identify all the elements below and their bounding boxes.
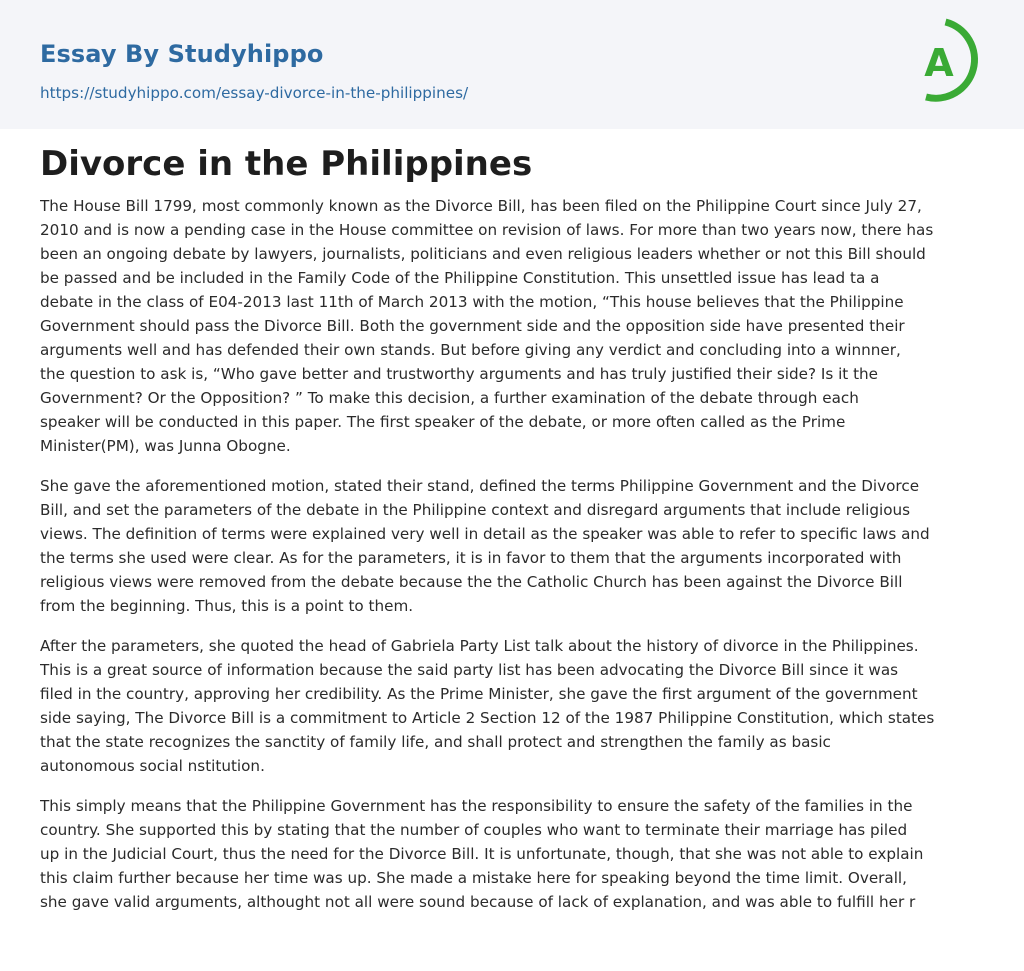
paragraph-line: This simply means that the Philippine Government has the responsibility to ensure the safety of the families in the [40, 797, 913, 815]
paragraph-line: country. She supported this by stating that the number of couples who want to terminate their marriage has piled [40, 821, 908, 839]
paragraph-line: that the state recognizes the sanctity of family life, and shall protect and strengthen the family as basic [40, 733, 831, 751]
paragraph-line: speaker will be conducted in this paper. The first speaker of the debate, or more often called as the Prime [40, 413, 846, 431]
paragraph-line: The House Bill 1799, most commonly known as the Divorce Bill, has been filed on the Philippine Court since July 27, [40, 197, 922, 215]
paragraph-line: She gave the aforementioned motion, stated their stand, defined the terms Philippine Government and the Divorce [40, 477, 920, 495]
paragraph-line: the terms she used were clear. As for the parameters, it is in favor to them that the arguments incorporated with [40, 549, 902, 567]
essay-title: Divorce in the Philippines [40, 144, 533, 184]
paragraph-line: filed in the country, approving her credibility. As the Prime Minister, she gave the first argument of the government [40, 685, 918, 703]
paragraph-line: Bill, and set the parameters of the debate in the Philippine context and disregard arguments that include religious [40, 501, 911, 519]
essay-paragraph [40, 474, 986, 618]
paragraph-line: side saying, The Divorce Bill is a commitment to Article 2 Section 12 of the 1987 Philippine Constitution, which states [40, 709, 935, 727]
paragraph-line: be passed and be included in the Family Code of the Philippine Constitution. This unsettled issue has lead ta a [40, 269, 880, 287]
paragraph-line: autonomous social nstitution. [40, 757, 265, 775]
paragraph-line: After the parameters, she quoted the head of Gabriela Party List talk about the history of divorce in the Philippines. [40, 637, 919, 655]
paragraph-line: this claim further because her time was up. She made a mistake here for speaking beyond the time limit. Overall, [40, 869, 907, 887]
paragraph-line: Government should pass the Divorce Bill. Both the government side and the opposition side have presented their [40, 317, 905, 335]
site-header [0, 0, 1024, 129]
paragraph-line: arguments well and has defended their own stands. But before giving any verdict and concluding into a winnner, [40, 341, 901, 359]
essay-paragraph [40, 794, 986, 914]
paragraph-line: been an ongoing debate by lawyers, journalists, politicians and even religious leaders whether or not this Bill should [40, 245, 926, 263]
paragraph-line: Government? Or the Opposition? ” To make this decision, a further examination of the debate through each [40, 389, 859, 407]
essay-body [40, 194, 986, 916]
site-brand[interactable]: Essay By Studyhippo [40, 40, 324, 68]
logo-letter: A [924, 41, 954, 85]
paragraph-line: 2010 and is now a pending case in the House committee on revision of laws. For more than two years now, there has [40, 221, 934, 239]
paragraph-line: religious views were removed from the debate because the the Catholic Church has been against the Divorce Bill [40, 573, 903, 591]
paragraph-line: views. The definition of terms were explained very well in detail as the speaker was able to refer to specific laws and [40, 525, 930, 543]
paragraph-line: This is a great source of information because the said party list has been advocating the Divorce Bill since it was [40, 661, 899, 679]
studyhippo-logo-icon[interactable] [912, 18, 986, 106]
paragraph-line: Minister(PM), was Junna Obogne. [40, 437, 291, 455]
paragraph-line: from the beginning. Thus, this is a point to them. [40, 597, 414, 615]
paragraph-line: up in the Judicial Court, thus the need for the Divorce Bill. It is unfortunate, though, that she was not able to explain [40, 845, 924, 863]
essay-url-link[interactable]: https://studyhippo.com/essay-divorce-in-the-philippines/ [40, 84, 469, 102]
essay-paragraph [40, 634, 986, 778]
paragraph-line: debate in the class of E04-2013 last 11th of March 2013 with the motion, “This house believes that the Philippine [40, 293, 904, 311]
paragraph-line: the question to ask is, “Who gave better and trustworthy arguments and has truly justified their side? Is it the [40, 365, 879, 383]
essay-paragraph [40, 194, 986, 458]
paragraph-line: she gave valid arguments, althought not all were sound because of lack of explanation, and was able to fulfill her r [40, 893, 916, 911]
